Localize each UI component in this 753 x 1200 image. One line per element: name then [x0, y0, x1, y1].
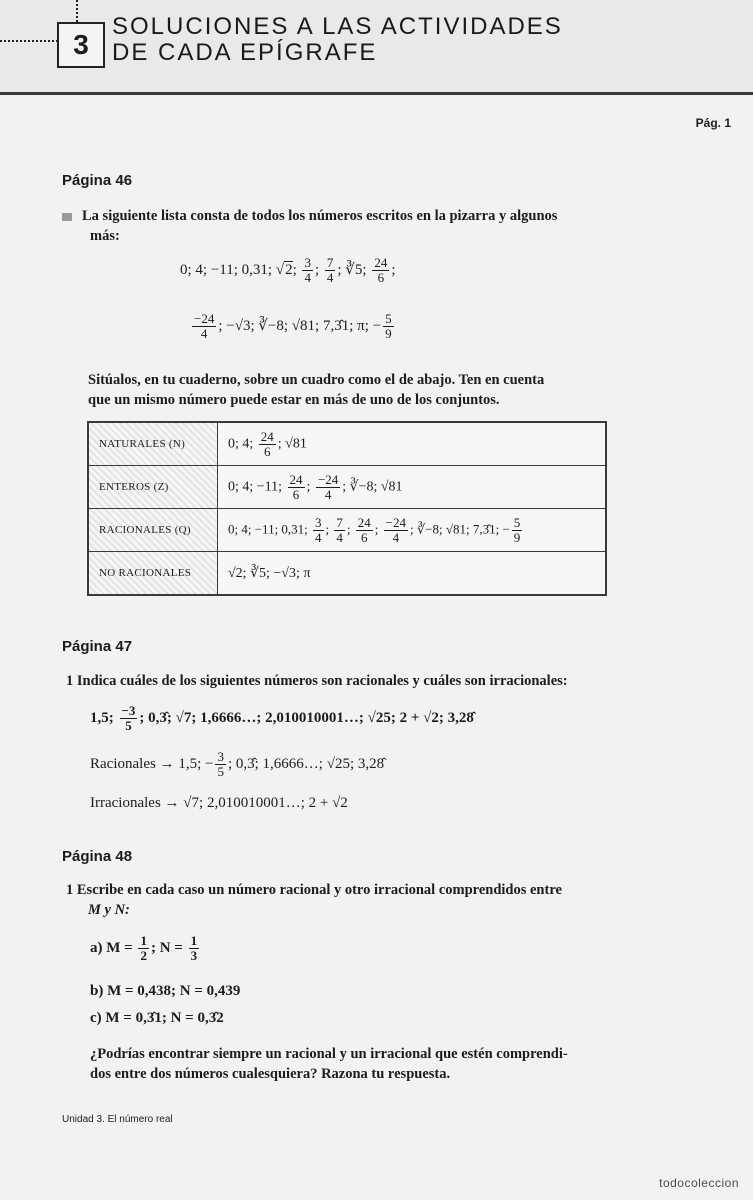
page-reference: Pág. 1 — [695, 116, 731, 130]
set-values-racionales: 0; 4; −11; 0,31; $\frac{3}{4}$ ; $\frac{7}{4}$ ; $\frac{24}{6}$ ; $\frac{-24}{4}$ ; ∛−8; √81; 7,3̂1; − $\frac{5}{9}$ — [218, 509, 607, 552]
set-label-enteros: ENTEROS (Z) — [88, 466, 218, 509]
follow-up-question: ¿Podrías encontrar siempre un racional y un irracional que estén comprendi- dos entre dos números cualesquiera? Razona tu respuesta. — [90, 1046, 568, 1082]
table-row — [88, 466, 606, 509]
table-row — [88, 552, 606, 596]
instructions-text: Sitúalos, en tu cuaderno, sobre un cuadro como el de abajo. Ten en cuenta que un mismo número puede estar en más de uno de los conjuntos. — [88, 372, 545, 408]
set-label-naturales: NATURALES (N) — [88, 422, 218, 466]
number-list-line2: $\frac{-24}{4}$ ; −√3; ∛−8; √81; 7,3̂1; π; − $\frac{5}{9}$ — [194, 311, 392, 341]
section-heading-48: Página 48 — [62, 848, 133, 865]
set-values-naturales: 0; 4; $\frac{24}{6}$ ; √81 — [218, 422, 607, 466]
table-row — [88, 509, 606, 552]
table-row — [88, 422, 606, 466]
section-heading-46: Página 46 — [62, 172, 133, 189]
watermark: todocoleccion — [659, 1176, 739, 1190]
set-label-racionales: RACIONALES (Q) — [88, 509, 218, 552]
numbers-to-classify: 1,5; $\frac{-3}{5}$ ; 0,3̂; √7; 1,6666…; 2,010010001…; √25; 2 + √2; 3,28̂ — [90, 703, 474, 733]
set-values-noracionales: √2; ∛5; −√3; π — [218, 552, 607, 596]
section-heading-47: Página 47 — [62, 638, 133, 655]
set-label-noracionales: NO RACIONALES — [88, 552, 218, 596]
question-47: 1 Indica cuáles de los siguientes números son racionales y cuáles son irracionales: — [66, 673, 568, 689]
chapter-tick — [76, 0, 78, 22]
number-sets-table — [87, 421, 607, 596]
chapter-number: 3 — [57, 22, 105, 68]
number-list-line1: 0; 4; −11; 0,31; √2; $\frac{3}{4}$ ; $\frac{7}{4}$ ; ∛5; $\frac{24}{6}$ ; — [180, 255, 396, 285]
answer-racionales: Racionales → 1,5; − $\frac{3}{5}$ ; 0,3̂; 1,6666…; √25; 3,28̂ — [90, 749, 385, 779]
header-title-line1: SOLUCIONES A LAS ACTIVIDADES — [112, 13, 563, 40]
set-values-enteros: 0; 4; −11; $\frac{24}{6}$ ; $\frac{-24}{4}$ ; ∛−8; √81 — [218, 466, 607, 509]
answer-irracionales: Irracionales → √7; 2,010010001…; 2 + √2 — [90, 795, 348, 811]
item-a: a) M = $\frac{1}{2}$ ; N = $\frac{1}{3}$ — [90, 933, 198, 963]
intro-text: La siguiente lista consta de todos los números escritos en la pizarra y algunos más: — [62, 206, 622, 246]
item-c: c) M = 0,3̂1; N = 0,3̂2 — [90, 1010, 224, 1026]
page-footer: Unidad 3. El número real — [62, 1114, 173, 1125]
header-title — [112, 14, 563, 66]
header-title-line2: DE CADA EPÍGRAFE — [112, 39, 378, 66]
question-48: 1 Escribe en cada caso un número racional y otro irracional comprendidos entre M y N: — [66, 882, 562, 918]
header-dotted-rule — [0, 40, 58, 42]
item-b: b) M = 0,438; N = 0,439 — [90, 983, 241, 999]
square-bullet-icon — [62, 213, 72, 221]
page-header — [0, 0, 753, 95]
